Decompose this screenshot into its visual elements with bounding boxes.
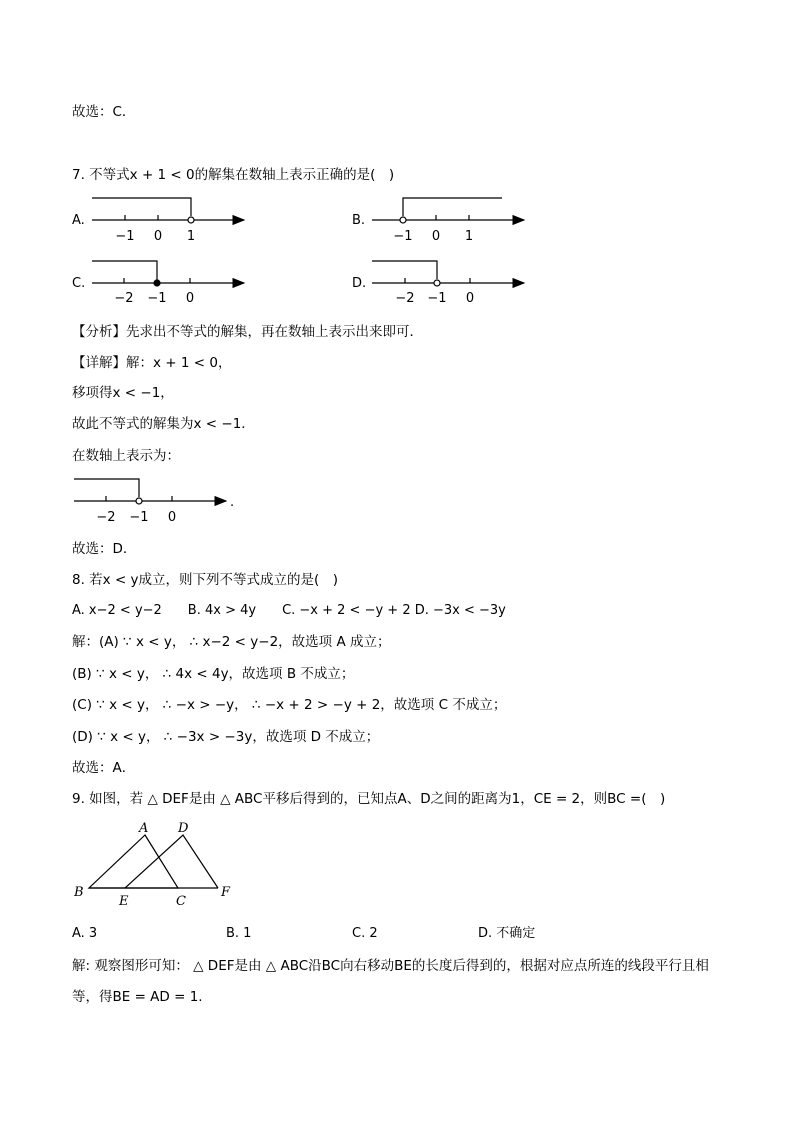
tick-label: −1 (115, 229, 135, 244)
answer-line-q6: 故选：C． (72, 104, 136, 120)
q7-option-c-label: C. (72, 276, 86, 291)
solution-number-line (74, 479, 234, 525)
tick-label: 0 (465, 291, 475, 306)
tick-label: 0 (153, 229, 163, 244)
vertex-label-a: A (139, 821, 149, 836)
question-9: 9. 如图，若 △ DEF是由 △ ABC平移后得到的，已知点A、D之间的距离为1，CE = 2，则BC =( ) (72, 791, 666, 807)
solution-9-line1: 解: 观察图形可知： △ DEF是由 △ ABC沿BC向右移动BE的长度后得到的，根据对应点所连的线段平行且相 (72, 958, 709, 974)
axis-suffix: . (230, 495, 235, 510)
solution-set-line: 故此不等式的解集为x < −1． (72, 416, 255, 432)
q9-option-c: C. 2 (352, 926, 378, 941)
question-8-options: A. x−2 < y−2 B. 4x > 4y C. −x + 2 < −y + 2 D. −3x < −3y (72, 603, 506, 618)
tick-label: 0 (185, 291, 195, 306)
tick-label: −1 (129, 510, 149, 525)
tick-label: −1 (393, 229, 413, 244)
tick-label: 0 (167, 510, 177, 525)
solution-8c: (C) ∵ x < y， ∴ −x > −y， ∴ −x + 2 > −y + 2，故选项 C 不成立； (72, 697, 507, 713)
analysis-line: 【分析】先求出不等式的解集，再在数轴上表示出来即可． (72, 324, 423, 340)
answer-line-q8: 故选：A． (72, 760, 136, 776)
q7-number-line-a (92, 198, 244, 244)
detail-line: 【详解】解：x + 1 < 0， (72, 355, 232, 371)
q7-option-b-label: B. (352, 213, 366, 228)
vertex-label-f: F (221, 885, 231, 900)
q9-option-b: B. 1 (226, 926, 252, 941)
vertex-label-b: B (74, 885, 84, 900)
vertex-label-d: D (178, 821, 189, 836)
solution-9-line2: 等，得BE = AD = 1. (72, 989, 203, 1005)
question-8: 8. 若x < y成立，则下列不等式成立的是( ) (72, 572, 339, 588)
q7-number-line-c (92, 261, 244, 306)
q7-number-line-b (372, 198, 524, 244)
vertex-label-c: C (176, 894, 186, 909)
solution-8a: 解：(A) ∵ x < y， ∴ x−2 < y−2，故选项 A 成立； (72, 634, 391, 650)
question-7: 7. 不等式x + 1 < 0的解集在数轴上表示正确的是( ) (72, 167, 395, 183)
answer-line-q7: 故选：D． (72, 541, 137, 557)
q7-option-d-label: D. (352, 276, 367, 291)
tick-label: −1 (147, 291, 167, 306)
tick-label: 1 (464, 229, 474, 244)
solution-8d: (D) ∵ x < y， ∴ −3x > −3y，故选项 D 不成立； (72, 729, 380, 745)
q7-number-line-d (372, 261, 524, 306)
tick-label: −1 (427, 291, 447, 306)
q7-option-a-label: A. (72, 213, 85, 228)
q9-option-d: D. 不确定 (478, 926, 536, 941)
tick-label: 1 (186, 229, 196, 244)
vertex-label-e: E (119, 894, 129, 909)
represent-line: 在数轴上表示为： (72, 448, 180, 464)
translated-triangles-figure (73, 821, 231, 909)
tick-label: −2 (114, 291, 134, 306)
step-line: 移项得x < −1， (72, 385, 174, 401)
tick-label: 0 (431, 229, 441, 244)
q9-option-a: A. 3 (72, 926, 98, 941)
solution-8b: (B) ∵ x < y， ∴ 4x < 4y，故选项 B 不成立； (72, 666, 355, 682)
tick-label: −2 (395, 291, 415, 306)
tick-label: −2 (96, 510, 116, 525)
